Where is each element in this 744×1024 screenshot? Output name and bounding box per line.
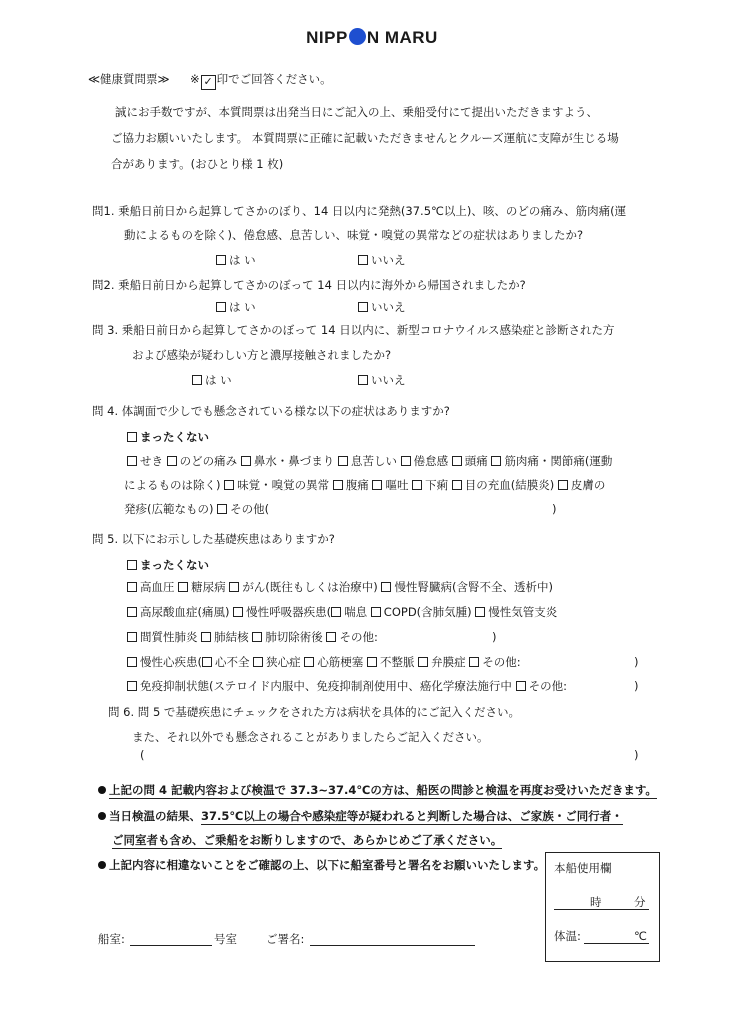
checkbox[interactable] — [253, 657, 263, 667]
checkbox[interactable] — [178, 582, 188, 592]
checkbox[interactable] — [127, 657, 137, 667]
checkbox[interactable] — [331, 607, 341, 617]
q2-no-option[interactable]: いいえ — [358, 300, 406, 314]
checkbox[interactable] — [326, 632, 336, 642]
symptom-muscle-pain: 筋肉痛・関節痛(運動 — [504, 454, 613, 468]
q3-yes-option[interactable]: は い — [192, 373, 232, 387]
checkbox[interactable] — [491, 456, 501, 466]
note-2-cont: ご同室者も含め、ご乗船をお断りしますので、あらかじめご了承ください。 — [112, 833, 503, 847]
nippon-maru-logo: NIPP N MARU — [306, 28, 438, 47]
checkbox[interactable] — [127, 456, 137, 466]
temperature-unit: ℃ — [634, 929, 647, 943]
checkbox[interactable] — [338, 456, 348, 466]
intro-line-1: 誠にお手数ですが、本質問票は出発当日にご記入の上、乗船受付にて提出いただきますよう、 — [115, 105, 598, 119]
checkbox[interactable] — [304, 657, 314, 667]
symptom-breathless: 息苦しい — [350, 454, 397, 468]
checkbox[interactable] — [127, 582, 137, 592]
q3-no-option[interactable]: いいえ — [358, 373, 406, 387]
office-use-box — [545, 852, 660, 962]
note-2: 当日検温の結果、37.5℃以上の場合や感染症等が疑われると判断した場合は、ご家族・ご同行者・ — [98, 809, 623, 823]
hour-label: 時 — [590, 895, 602, 909]
q5-text: 問 5. 以下にお示しした基礎疾患はありますか? — [92, 532, 335, 546]
q2-text: 問2. 乗船日前日から起算してさかのぼって 14 日以内に海外から帰国されましたか? — [92, 278, 526, 292]
cabin-number-field[interactable] — [130, 945, 212, 946]
checkbox[interactable] — [233, 607, 243, 617]
symptom-stomachache: 腹痛 — [345, 478, 369, 492]
temperature-label: 体温: — [554, 929, 581, 943]
symptom-red-eyes: 目の充血(結膜炎) — [464, 478, 555, 492]
q1-yes-option[interactable]: は い — [216, 253, 256, 267]
q4-symptom-row-2: によるものは除く) 味覚・嗅覚の異常 腹痛 嘔吐 下痢 目の充血(結膜炎) 皮膚の — [124, 478, 606, 492]
cabin-suffix: 号室 — [214, 932, 237, 946]
checkbox[interactable] — [558, 480, 568, 490]
q4-none-option[interactable]: まったくない — [127, 430, 209, 444]
checkbox[interactable] — [217, 504, 227, 514]
checkbox[interactable] — [127, 632, 137, 642]
q6-text-2: また、それ以外でも懸念されることがありましたらご記入ください。 — [132, 730, 489, 744]
checkbox[interactable] — [516, 681, 526, 691]
symptom-diarrhea: 下痢 — [425, 478, 449, 492]
q5-row5-close: ) — [634, 679, 639, 693]
checkbox[interactable] — [229, 582, 239, 592]
q6-open-paren: ( — [140, 748, 145, 762]
intro-line-2: ご協力お願いいたします。 本質問票に正確に記載いただきませんとクルーズ運航に支障が生じる場 — [111, 131, 619, 145]
cabin-label: 船室: — [98, 932, 125, 946]
checkbox[interactable] — [216, 255, 226, 265]
q5-none-option[interactable]: まったくない — [127, 558, 209, 572]
symptom-headache: 頭痛 — [464, 454, 488, 468]
checkbox[interactable] — [475, 607, 485, 617]
temperature-underline — [584, 943, 649, 944]
time-underline — [554, 909, 649, 910]
checkbox[interactable] — [469, 657, 479, 667]
checkbox[interactable] — [127, 560, 137, 570]
q1-text-1: 問1. 乗船日前日から起算してさかのぼり、14 日以内に発熱(37.5℃以上)、咳、のどの痛み、筋肉痛(運 — [92, 204, 627, 218]
q3-text-2: および感染が疑わしい方と濃厚接触されましたか? — [132, 348, 392, 362]
symptom-vomiting: 嘔吐 — [385, 478, 409, 492]
bullet-icon — [98, 786, 106, 794]
checkbox[interactable] — [241, 456, 251, 466]
minute-label: 分 — [634, 895, 646, 909]
q6-text-1: 問 6. 問 5 で基礎疾患にチェックをされた方は病状を具体的にご記入ください。 — [108, 705, 521, 719]
bullet-icon — [98, 861, 106, 869]
q5-disease-row-1: 高血圧 糖尿病 がん(既往もしくは治療中) 慢性腎臓病(含腎不全、透析中) — [127, 580, 553, 594]
symptom-fatigue: 倦怠感 — [413, 454, 449, 468]
checkbox[interactable] — [418, 657, 428, 667]
q6-close-paren: ) — [634, 748, 639, 762]
q2-yes-option[interactable]: は い — [216, 300, 256, 314]
checkbox[interactable] — [167, 456, 177, 466]
checkbox[interactable] — [452, 480, 462, 490]
checkbox[interactable] — [333, 480, 343, 490]
checkbox[interactable] — [358, 255, 368, 265]
checkbox[interactable] — [127, 681, 137, 691]
checkbox[interactable] — [367, 657, 377, 667]
q3-text-1: 問 3. 乗船日前日から起算してさかのぼって 14 日以内に、新型コロナウイルス感染症と診断された方 — [92, 323, 615, 337]
bullet-icon — [98, 812, 106, 820]
checkbox[interactable] — [127, 432, 137, 442]
checkbox[interactable] — [358, 302, 368, 312]
symptom-taste-smell: 味覚・嗅覚の異常 — [237, 478, 330, 492]
checkmark-icon: ✓ — [201, 75, 216, 90]
symptom-cough: せき — [140, 454, 163, 468]
note-1: 上記の問 4 記載内容および検温で 37.3~37.4℃の方は、船医の問診と検温を再度お受けいただきます。 — [98, 783, 657, 797]
q1-text-2: 動によるものを除く)、倦怠感、息苦しい、味覚・嗅覚の異常などの症状はありましたか? — [124, 228, 584, 242]
checkbox[interactable] — [412, 480, 422, 490]
checkbox[interactable] — [252, 632, 262, 642]
checkbox[interactable] — [358, 375, 368, 385]
q4-symptom-row-1 — [127, 454, 612, 468]
q5-disease-row-3: 間質性肺炎 肺結核 肺切除術後 その他: — [127, 630, 378, 644]
note-3: 上記内容に相違ないことをご確認の上、以下に船室番号と署名をお願いいたします。 — [98, 858, 545, 872]
checkbox[interactable] — [381, 582, 391, 592]
signature-label: ご署名: — [266, 932, 305, 946]
q4-text: 問 4. 体調面で少しでも懸念されている様な以下の症状はありますか? — [92, 404, 450, 418]
q5-disease-row-5: 免疫抑制状態(ステロイド内服中、免疫抑制剤使用中、癌化学療法施行中 その他: — [127, 679, 567, 693]
checkbox[interactable] — [401, 456, 411, 466]
symptom-skin: 皮膚の — [570, 478, 606, 492]
checkbox[interactable] — [192, 375, 202, 385]
form-title: ≪健康質問票≫ — [88, 72, 170, 86]
q1-no-option[interactable]: いいえ — [358, 253, 406, 267]
checkbox[interactable] — [224, 480, 234, 490]
checkbox[interactable] — [127, 607, 137, 617]
office-use-title: 本船使用欄 — [554, 861, 612, 875]
red-sun-logo-mark — [349, 28, 366, 45]
q5-disease-row-4: 慢性心疾患( 心不全 狭心症 心筋梗塞 不整脈 弁膜症 その他: — [127, 655, 521, 669]
symptom-sore-throat: のどの痛み — [179, 454, 238, 468]
q4-symptom-row-3: 発疹(広範なもの) その他( — [124, 502, 270, 516]
checkbox[interactable] — [202, 657, 212, 667]
q6-free-text-field[interactable] — [144, 748, 630, 764]
q5-row4-close: ) — [634, 655, 639, 669]
symptom-other: その他( — [230, 502, 270, 516]
q4-other-close: ) — [552, 502, 557, 516]
intro-line-3: 合があります。(おひとり様 1 枚) — [111, 157, 284, 171]
checkbox[interactable] — [201, 632, 211, 642]
checkbox[interactable] — [372, 480, 382, 490]
symptom-runny-nose: 鼻水・鼻づまり — [253, 454, 335, 468]
answer-instruction: ※ ✓ 印でご回答ください。 — [190, 72, 332, 88]
checkbox[interactable] — [216, 302, 226, 312]
checkbox[interactable] — [452, 456, 462, 466]
q5-row3-close: ) — [492, 630, 497, 644]
signature-field[interactable] — [310, 945, 475, 946]
q5-disease-row-2: 高尿酸血症(痛風) 慢性呼吸器疾患( 喘息 COPD(含肺気腫) 慢性気管支炎 — [127, 605, 557, 619]
checkbox[interactable] — [371, 607, 381, 617]
